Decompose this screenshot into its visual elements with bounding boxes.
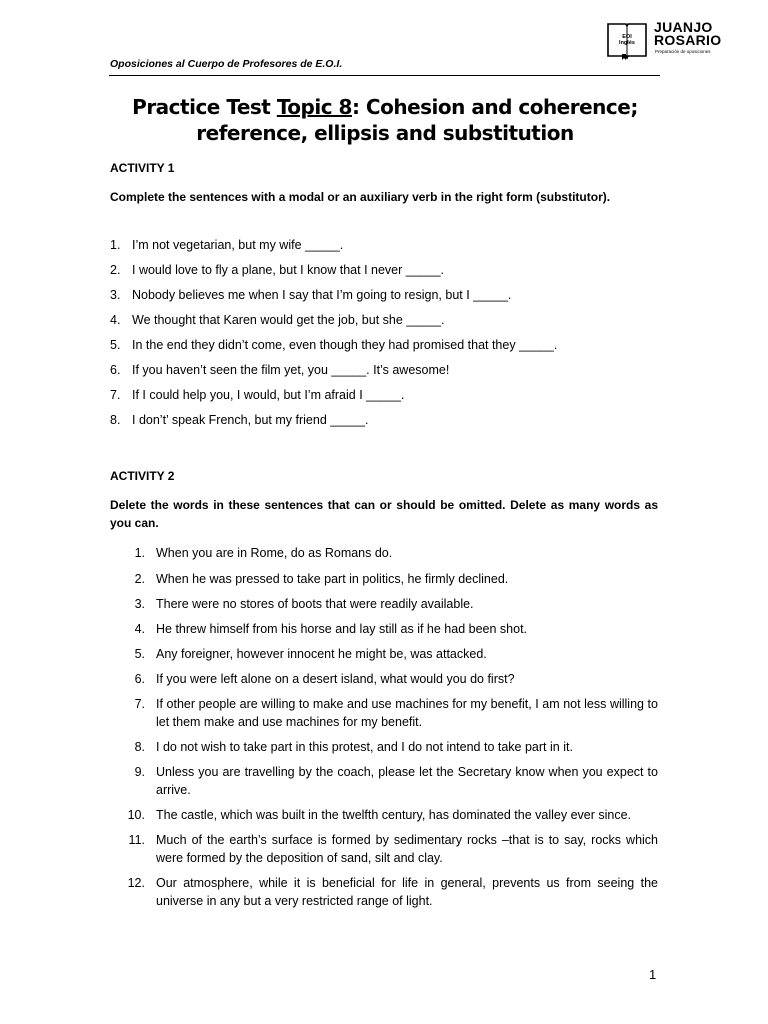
- list-item: [132, 670, 658, 688]
- list-item: [110, 336, 658, 361]
- list-item: [132, 738, 658, 756]
- list-item-number: 3.: [134, 597, 145, 611]
- list-item-text: He threw himself from his horse and lay still as if he had been shot.: [156, 622, 528, 636]
- list-item-number: 9.: [134, 765, 145, 779]
- list-item: [110, 311, 658, 336]
- list-item-number: 5.: [110, 338, 121, 352]
- list-item-text: In the end they didn’t come, even though they had promised that they _____.: [132, 338, 558, 352]
- list-item-number: 3.: [110, 288, 121, 302]
- list-item-text: Any foreigner, however innocent he might be, was attacked.: [156, 647, 487, 661]
- title-line-2: reference, ellipsis and substitution: [196, 121, 574, 145]
- list-item-number: 7.: [110, 388, 121, 402]
- logo-name: JUANJO ROSARIO: [654, 19, 722, 48]
- list-item: [132, 695, 658, 731]
- list-item-text: When you are in Rome, do as Romans do.: [156, 546, 393, 560]
- list-item-number: 1.: [134, 546, 145, 560]
- list-item-text: If I could help you, I would, but I’m afraid I _____.: [132, 388, 405, 402]
- list-item: [110, 286, 658, 311]
- list-item-text: Unless you are travelling by the coach, please let the Secretary know when you expect to arrive.: [156, 765, 658, 797]
- list-item-number: 1.: [110, 238, 121, 252]
- list-item-number: 2.: [110, 263, 121, 277]
- activity-1-list: [110, 236, 658, 436]
- page-number: 1: [649, 967, 657, 982]
- list-item: [132, 763, 658, 799]
- list-item-number: 8.: [134, 740, 145, 754]
- list-item-number: 11.: [128, 833, 145, 847]
- activity-1-heading: ACTIVITY 1: [110, 161, 175, 175]
- list-item-text: Nobody believes me when I say that I’m going to resign, but I _____.: [132, 288, 512, 302]
- list-item-number: 4.: [110, 313, 121, 327]
- list-item-text: When he was pressed to take part in politics, he firmly declined.: [156, 572, 509, 586]
- list-item-text: There were no stores of boots that were readily available.: [156, 597, 474, 611]
- list-item-text: Our atmosphere, while it is beneficial for life in general, prevents us from seeing the universe in any but a very restricted range of light.: [156, 876, 658, 908]
- list-item: [110, 411, 658, 436]
- list-item-number: 6.: [134, 672, 145, 686]
- list-item-text: We thought that Karen would get the job, but she _____.: [132, 313, 445, 327]
- activity-2-list: [127, 544, 658, 910]
- activity-2-heading: ACTIVITY 2: [110, 469, 175, 483]
- list-item: [110, 236, 658, 261]
- list-item-text: If you were left alone on a desert island, what would you do first?: [156, 672, 515, 686]
- list-item-text: The castle, which was built in the twelfth century, has dominated the valley ever since.: [156, 808, 632, 822]
- list-item: [110, 386, 658, 411]
- list-item-text: I do not wish to take part in this protest, and I do not intend to take part in it.: [156, 740, 573, 754]
- logo-book-label: EOI Inglés: [619, 34, 635, 46]
- list-item-text: If other people are willing to make and use machines for my benefit, I am not less willing to let them make and use machines for my benefit.: [156, 697, 658, 729]
- list-item: [110, 361, 658, 386]
- list-item: [132, 645, 658, 663]
- list-item-text: I don’t’ speak French, but my friend _____.: [132, 413, 369, 427]
- list-item-text: If you haven’t seen the film yet, you _____. It’s awesome!: [132, 363, 450, 377]
- title-line-1: Practice Test Topic 8: Cohesion and coherence;: [132, 95, 638, 119]
- list-item-number: 2.: [134, 572, 145, 586]
- list-item: [127, 806, 658, 824]
- list-item-number: 8.: [110, 413, 121, 427]
- list-item: [110, 261, 658, 286]
- list-item-number: 6.: [110, 363, 121, 377]
- list-item: [132, 595, 658, 613]
- logo-tagline: Preparación de oposiciones: [655, 49, 711, 54]
- list-item: [132, 544, 658, 562]
- activity-1-instruction: Complete the sentences with a modal or an auxiliary verb in the right form (substitutor).: [110, 190, 611, 204]
- activity-2-instruction: Delete the words in these sentences that can or should be omitted. Delete as many words as you can.: [110, 498, 658, 530]
- list-item: [127, 874, 658, 910]
- list-item-text: Much of the earth’s surface is formed by sedimentary rocks –that is to say, rocks which were formed by the deposition of sand, silt and clay.: [156, 833, 658, 865]
- list-item-number: 5.: [134, 647, 145, 661]
- list-item-number: 10.: [127, 808, 145, 822]
- list-item-number: 12.: [127, 876, 145, 890]
- header-subtitle: Oposiciones al Cuerpo de Profesores de E.O.I.: [110, 58, 343, 70]
- list-item: [132, 570, 658, 588]
- list-item-number: 4.: [134, 622, 145, 636]
- list-item: [132, 620, 658, 638]
- juanjo-rosario-logo: [606, 20, 726, 62]
- list-item: [128, 831, 658, 867]
- list-item-text: I’m not vegetarian, but my wife _____.: [132, 238, 344, 252]
- list-item-text: I would love to fly a plane, but I know that I never _____.: [132, 263, 444, 277]
- page-title: [110, 94, 660, 146]
- header-divider: [109, 75, 660, 76]
- title-topic: Topic 8: [276, 95, 352, 119]
- list-item-number: 7.: [134, 697, 145, 711]
